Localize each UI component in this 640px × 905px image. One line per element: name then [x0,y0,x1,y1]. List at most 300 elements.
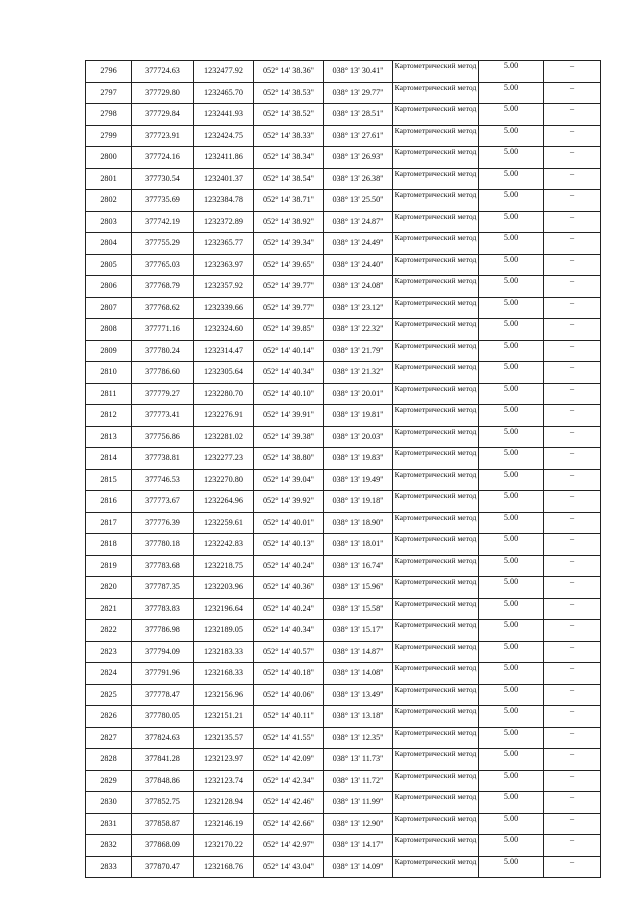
y-coordinate-cell: 1232363.97 [194,254,254,276]
latitude-cell: 052° 14' 43.04" [254,856,324,878]
accuracy-cell: 5.00 [479,61,544,83]
x-coordinate-cell: 377735.69 [132,190,194,212]
note-cell: – [544,749,601,771]
note-cell: – [544,534,601,556]
y-coordinate-cell: 1232183.33 [194,641,254,663]
x-coordinate-cell: 377852.75 [132,792,194,814]
point-number-cell: 2812 [86,405,132,427]
longitude-cell: 038° 13' 25.50" [324,190,393,212]
longitude-cell: 038° 13' 16.74" [324,555,393,577]
point-number-cell: 2820 [86,577,132,599]
point-number-cell: 2833 [86,856,132,878]
latitude-cell: 052° 14' 40.24" [254,555,324,577]
x-coordinate-cell: 377742.19 [132,211,194,233]
longitude-cell: 038° 13' 14.17" [324,835,393,857]
x-coordinate-cell: 377786.60 [132,362,194,384]
table-row [86,383,601,405]
y-coordinate-cell: 1232477.92 [194,61,254,83]
y-coordinate-cell: 1232146.19 [194,813,254,835]
accuracy-cell: 5.00 [479,684,544,706]
point-number-cell: 2800 [86,147,132,169]
method-cell: Картометрический метод [393,706,479,728]
latitude-cell: 052° 14' 42.09" [254,749,324,771]
x-coordinate-cell: 377768.62 [132,297,194,319]
note-cell: – [544,362,601,384]
table-row [86,813,601,835]
x-coordinate-cell: 377756.86 [132,426,194,448]
accuracy-cell: 5.00 [479,82,544,104]
method-cell: Картометрический метод [393,491,479,513]
longitude-cell: 038° 13' 30.41" [324,61,393,83]
latitude-cell: 052° 14' 40.14" [254,340,324,362]
longitude-cell: 038° 13' 27.61" [324,125,393,147]
latitude-cell: 052° 14' 40.11" [254,706,324,728]
method-cell: Картометрический метод [393,254,479,276]
method-cell: Картометрический метод [393,233,479,255]
y-coordinate-cell: 1232372.89 [194,211,254,233]
table-row [86,469,601,491]
note-cell: – [544,426,601,448]
x-coordinate-cell: 377746.53 [132,469,194,491]
latitude-cell: 052° 14' 42.97" [254,835,324,857]
y-coordinate-cell: 1232465.70 [194,82,254,104]
x-coordinate-cell: 377870.47 [132,856,194,878]
note-cell: – [544,168,601,190]
note-cell: – [544,856,601,878]
latitude-cell: 052° 14' 40.57" [254,641,324,663]
accuracy-cell: 5.00 [479,319,544,341]
latitude-cell: 052° 14' 38.34" [254,147,324,169]
x-coordinate-cell: 377848.86 [132,770,194,792]
y-coordinate-cell: 1232384.78 [194,190,254,212]
table-row [86,61,601,83]
method-cell: Картометрический метод [393,469,479,491]
accuracy-cell: 5.00 [479,620,544,642]
method-cell: Картометрический метод [393,82,479,104]
table-row [86,362,601,384]
note-cell: – [544,211,601,233]
point-number-cell: 2806 [86,276,132,298]
longitude-cell: 038° 13' 29.77" [324,82,393,104]
longitude-cell: 038° 13' 13.18" [324,706,393,728]
latitude-cell: 052° 14' 39.85" [254,319,324,341]
method-cell: Картометрический метод [393,426,479,448]
latitude-cell: 052° 14' 39.77" [254,297,324,319]
point-number-cell: 2817 [86,512,132,534]
accuracy-cell: 5.00 [479,254,544,276]
x-coordinate-cell: 377824.63 [132,727,194,749]
x-coordinate-cell: 377794.09 [132,641,194,663]
x-coordinate-cell: 377791.96 [132,663,194,685]
y-coordinate-cell: 1232305.64 [194,362,254,384]
accuracy-cell: 5.00 [479,663,544,685]
longitude-cell: 038° 13' 19.81" [324,405,393,427]
y-coordinate-cell: 1232277.23 [194,448,254,470]
point-number-cell: 2808 [86,319,132,341]
note-cell: – [544,297,601,319]
latitude-cell: 052° 14' 38.52" [254,104,324,126]
latitude-cell: 052° 14' 40.34" [254,620,324,642]
longitude-cell: 038° 13' 19.49" [324,469,393,491]
accuracy-cell: 5.00 [479,469,544,491]
note-cell: – [544,405,601,427]
accuracy-cell: 5.00 [479,727,544,749]
longitude-cell: 038° 13' 15.17" [324,620,393,642]
y-coordinate-cell: 1232168.76 [194,856,254,878]
longitude-cell: 038° 13' 26.38" [324,168,393,190]
point-number-cell: 2819 [86,555,132,577]
method-cell: Картометрический метод [393,770,479,792]
point-number-cell: 2826 [86,706,132,728]
table-row [86,792,601,814]
y-coordinate-cell: 1232170.22 [194,835,254,857]
x-coordinate-cell: 377841.28 [132,749,194,771]
table-row [86,254,601,276]
method-cell: Картометрический метод [393,125,479,147]
y-coordinate-cell: 1232314.47 [194,340,254,362]
note-cell: – [544,598,601,620]
table-row [86,577,601,599]
y-coordinate-cell: 1232339.66 [194,297,254,319]
table-row [86,555,601,577]
point-number-cell: 2805 [86,254,132,276]
note-cell: – [544,319,601,341]
latitude-cell: 052° 14' 38.54" [254,168,324,190]
point-number-cell: 2807 [86,297,132,319]
longitude-cell: 038° 13' 14.09" [324,856,393,878]
point-number-cell: 2804 [86,233,132,255]
table-row [86,727,601,749]
latitude-cell: 052° 14' 41.55" [254,727,324,749]
method-cell: Картометрический метод [393,319,479,341]
y-coordinate-cell: 1232259.61 [194,512,254,534]
accuracy-cell: 5.00 [479,297,544,319]
table-row [86,104,601,126]
latitude-cell: 052° 14' 38.53" [254,82,324,104]
accuracy-cell: 5.00 [479,104,544,126]
method-cell: Картометрический метод [393,297,479,319]
note-cell: – [544,104,601,126]
point-number-cell: 2814 [86,448,132,470]
point-number-cell: 2831 [86,813,132,835]
x-coordinate-cell: 377779.27 [132,383,194,405]
accuracy-cell: 5.00 [479,168,544,190]
point-number-cell: 2797 [86,82,132,104]
method-cell: Картометрический метод [393,663,479,685]
latitude-cell: 052° 14' 42.66" [254,813,324,835]
table-row [86,319,601,341]
x-coordinate-cell: 377783.83 [132,598,194,620]
accuracy-cell: 5.00 [479,448,544,470]
method-cell: Картометрический метод [393,276,479,298]
y-coordinate-cell: 1232324.60 [194,319,254,341]
point-number-cell: 2811 [86,383,132,405]
note-cell: – [544,61,601,83]
latitude-cell: 052° 14' 38.92" [254,211,324,233]
note-cell: – [544,620,601,642]
latitude-cell: 052° 14' 40.18" [254,663,324,685]
method-cell: Картометрический метод [393,620,479,642]
longitude-cell: 038° 13' 15.96" [324,577,393,599]
latitude-cell: 052° 14' 39.77" [254,276,324,298]
accuracy-cell: 5.00 [479,813,544,835]
x-coordinate-cell: 377738.81 [132,448,194,470]
point-number-cell: 2822 [86,620,132,642]
y-coordinate-cell: 1232203.96 [194,577,254,599]
y-coordinate-cell: 1232128.94 [194,792,254,814]
accuracy-cell: 5.00 [479,749,544,771]
latitude-cell: 052° 14' 39.34" [254,233,324,255]
longitude-cell: 038° 13' 12.90" [324,813,393,835]
accuracy-cell: 5.00 [479,405,544,427]
note-cell: – [544,340,601,362]
table-row [86,534,601,556]
coordinates-sheet [85,60,600,878]
accuracy-cell: 5.00 [479,534,544,556]
longitude-cell: 038° 13' 12.35" [324,727,393,749]
table-row [86,82,601,104]
accuracy-cell: 5.00 [479,770,544,792]
latitude-cell: 052° 14' 39.92" [254,491,324,513]
longitude-cell: 038° 13' 15.58" [324,598,393,620]
y-coordinate-cell: 1232135.57 [194,727,254,749]
method-cell: Картометрический метод [393,362,479,384]
longitude-cell: 038° 13' 20.01" [324,383,393,405]
method-cell: Картометрический метод [393,340,479,362]
accuracy-cell: 5.00 [479,211,544,233]
y-coordinate-cell: 1232276.91 [194,405,254,427]
y-coordinate-cell: 1232168.33 [194,663,254,685]
table-row [86,620,601,642]
note-cell: – [544,147,601,169]
note-cell: – [544,383,601,405]
method-cell: Картометрический метод [393,856,479,878]
note-cell: – [544,813,601,835]
latitude-cell: 052° 14' 38.80" [254,448,324,470]
note-cell: – [544,641,601,663]
note-cell: – [544,792,601,814]
table-row [86,749,601,771]
accuracy-cell: 5.00 [479,555,544,577]
y-coordinate-cell: 1232270.80 [194,469,254,491]
note-cell: – [544,727,601,749]
y-coordinate-cell: 1232411.86 [194,147,254,169]
x-coordinate-cell: 377780.24 [132,340,194,362]
y-coordinate-cell: 1232218.75 [194,555,254,577]
y-coordinate-cell: 1232357.92 [194,276,254,298]
table-row [86,233,601,255]
table-row [86,770,601,792]
method-cell: Картометрический метод [393,534,479,556]
method-cell: Картометрический метод [393,641,479,663]
latitude-cell: 052° 14' 42.34" [254,770,324,792]
longitude-cell: 038° 13' 28.51" [324,104,393,126]
x-coordinate-cell: 377778.47 [132,684,194,706]
latitude-cell: 052° 14' 38.33" [254,125,324,147]
x-coordinate-cell: 377755.29 [132,233,194,255]
point-number-cell: 2827 [86,727,132,749]
point-number-cell: 2825 [86,684,132,706]
point-number-cell: 2802 [86,190,132,212]
point-number-cell: 2801 [86,168,132,190]
method-cell: Картометрический метод [393,61,479,83]
latitude-cell: 052° 14' 40.01" [254,512,324,534]
latitude-cell: 052° 14' 40.24" [254,598,324,620]
longitude-cell: 038° 13' 23.12" [324,297,393,319]
note-cell: – [544,555,601,577]
accuracy-cell: 5.00 [479,856,544,878]
note-cell: – [544,254,601,276]
longitude-cell: 038° 13' 11.72" [324,770,393,792]
latitude-cell: 052° 14' 39.65" [254,254,324,276]
point-number-cell: 2798 [86,104,132,126]
method-cell: Картометрический метод [393,448,479,470]
table-row [86,835,601,857]
method-cell: Картометрический метод [393,104,479,126]
point-number-cell: 2829 [86,770,132,792]
point-number-cell: 2828 [86,749,132,771]
y-coordinate-cell: 1232264.96 [194,491,254,513]
table-row [86,168,601,190]
longitude-cell: 038° 13' 11.73" [324,749,393,771]
y-coordinate-cell: 1232196.64 [194,598,254,620]
latitude-cell: 052° 14' 40.34" [254,362,324,384]
longitude-cell: 038° 13' 13.49" [324,684,393,706]
method-cell: Картометрический метод [393,813,479,835]
point-number-cell: 2823 [86,641,132,663]
longitude-cell: 038° 13' 24.40" [324,254,393,276]
x-coordinate-cell: 377780.05 [132,706,194,728]
point-number-cell: 2813 [86,426,132,448]
accuracy-cell: 5.00 [479,706,544,728]
longitude-cell: 038° 13' 18.90" [324,512,393,534]
x-coordinate-cell: 377729.84 [132,104,194,126]
table-row [86,663,601,685]
x-coordinate-cell: 377773.67 [132,491,194,513]
point-number-cell: 2818 [86,534,132,556]
y-coordinate-cell: 1232242.83 [194,534,254,556]
note-cell: – [544,512,601,534]
point-number-cell: 2799 [86,125,132,147]
table-row [86,448,601,470]
table-row [86,211,601,233]
latitude-cell: 052° 14' 38.36" [254,61,324,83]
table-row [86,125,601,147]
table-row [86,512,601,534]
accuracy-cell: 5.00 [479,233,544,255]
coordinates-table [85,60,601,878]
x-coordinate-cell: 377724.63 [132,61,194,83]
method-cell: Картометрический метод [393,512,479,534]
method-cell: Картометрический метод [393,577,479,599]
note-cell: – [544,233,601,255]
accuracy-cell: 5.00 [479,512,544,534]
accuracy-cell: 5.00 [479,491,544,513]
coordinates-table-body [86,61,601,878]
longitude-cell: 038° 13' 19.83" [324,448,393,470]
note-cell: – [544,663,601,685]
x-coordinate-cell: 377765.03 [132,254,194,276]
longitude-cell: 038° 13' 24.08" [324,276,393,298]
x-coordinate-cell: 377773.41 [132,405,194,427]
accuracy-cell: 5.00 [479,598,544,620]
table-row [86,190,601,212]
table-row [86,297,601,319]
y-coordinate-cell: 1232151.21 [194,706,254,728]
table-row [86,276,601,298]
note-cell: – [544,448,601,470]
method-cell: Картометрический метод [393,405,479,427]
y-coordinate-cell: 1232424.75 [194,125,254,147]
y-coordinate-cell: 1232365.77 [194,233,254,255]
point-number-cell: 2810 [86,362,132,384]
accuracy-cell: 5.00 [479,147,544,169]
accuracy-cell: 5.00 [479,276,544,298]
y-coordinate-cell: 1232280.70 [194,383,254,405]
longitude-cell: 038° 13' 20.03" [324,426,393,448]
y-coordinate-cell: 1232156.96 [194,684,254,706]
y-coordinate-cell: 1232441.93 [194,104,254,126]
latitude-cell: 052° 14' 42.46" [254,792,324,814]
x-coordinate-cell: 377723.91 [132,125,194,147]
note-cell: – [544,491,601,513]
method-cell: Картометрический метод [393,383,479,405]
longitude-cell: 038° 13' 21.79" [324,340,393,362]
x-coordinate-cell: 377786.98 [132,620,194,642]
longitude-cell: 038° 13' 19.18" [324,491,393,513]
method-cell: Картометрический метод [393,598,479,620]
method-cell: Картометрический метод [393,168,479,190]
point-number-cell: 2830 [86,792,132,814]
accuracy-cell: 5.00 [479,383,544,405]
x-coordinate-cell: 377780.18 [132,534,194,556]
point-number-cell: 2832 [86,835,132,857]
y-coordinate-cell: 1232189.05 [194,620,254,642]
method-cell: Картометрический метод [393,555,479,577]
method-cell: Картометрический метод [393,835,479,857]
accuracy-cell: 5.00 [479,835,544,857]
longitude-cell: 038° 13' 26.93" [324,147,393,169]
note-cell: – [544,82,601,104]
latitude-cell: 052° 14' 40.13" [254,534,324,556]
x-coordinate-cell: 377768.79 [132,276,194,298]
latitude-cell: 052° 14' 38.71" [254,190,324,212]
method-cell: Картометрический метод [393,211,479,233]
latitude-cell: 052° 14' 39.04" [254,469,324,491]
latitude-cell: 052° 14' 39.38" [254,426,324,448]
accuracy-cell: 5.00 [479,577,544,599]
point-number-cell: 2821 [86,598,132,620]
x-coordinate-cell: 377868.09 [132,835,194,857]
table-row [86,426,601,448]
note-cell: – [544,125,601,147]
method-cell: Картометрический метод [393,727,479,749]
method-cell: Картометрический метод [393,792,479,814]
y-coordinate-cell: 1232401.37 [194,168,254,190]
table-row [86,147,601,169]
table-row [86,405,601,427]
point-number-cell: 2803 [86,211,132,233]
method-cell: Картометрический метод [393,147,479,169]
x-coordinate-cell: 377858.87 [132,813,194,835]
point-number-cell: 2796 [86,61,132,83]
accuracy-cell: 5.00 [479,362,544,384]
accuracy-cell: 5.00 [479,190,544,212]
x-coordinate-cell: 377730.54 [132,168,194,190]
table-row [86,706,601,728]
y-coordinate-cell: 1232281.02 [194,426,254,448]
note-cell: – [544,276,601,298]
